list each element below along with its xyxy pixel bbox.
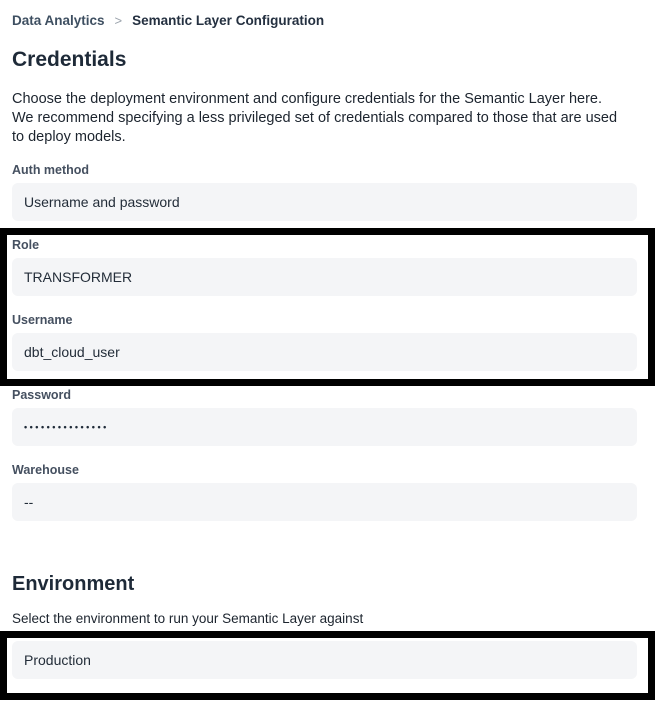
auth-method-group [12,163,661,221]
role-group [12,238,661,296]
role-label: Role [12,238,40,252]
breadcrumb [12,0,661,29]
role-input[interactable]: TRANSFORMER [12,258,637,296]
password-input[interactable]: ••••••••••••••• [12,408,637,446]
chevron-right-icon: > [114,13,123,28]
credentials-heading: Credentials [12,48,127,71]
warehouse-label: Warehouse [12,463,79,477]
auth-method-select[interactable]: Username and password [12,183,637,221]
credentials-description: Choose the deployment environment and configure credentials for the Semantic Layer here. We recommend specifying a less privileged set of credentials compared to those that are used to deploy models. [12,91,618,145]
environment-description: Select the environment to run your Semantic Layer against [12,611,364,626]
environment-select[interactable]: Production [12,641,637,679]
breadcrumb-current-page: Semantic Layer Configuration [132,13,325,28]
warehouse-input[interactable]: -- [12,483,637,521]
username-group [12,313,661,371]
breadcrumb-data-analytics[interactable]: Data Analytics [12,13,105,28]
password-group [12,388,661,446]
auth-method-label: Auth method [12,163,90,177]
environment-section [12,573,661,679]
credentials-section [12,48,661,521]
username-input[interactable]: dbt_cloud_user [12,333,637,371]
warehouse-group [12,463,661,521]
username-label: Username [12,313,73,327]
password-label: Password [12,388,72,402]
environment-heading: Environment [12,573,135,595]
